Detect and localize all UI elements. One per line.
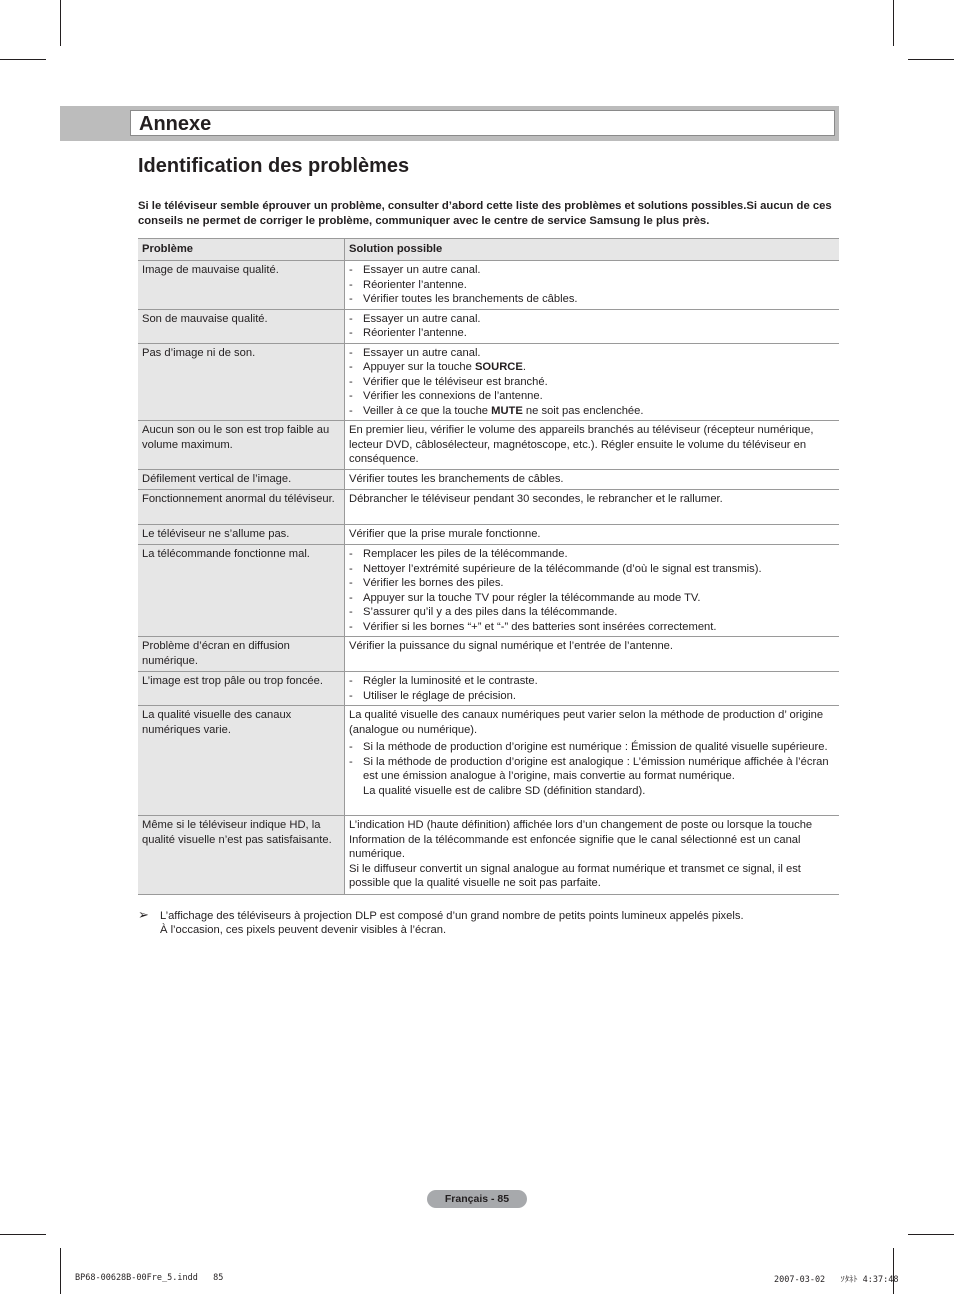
section-title: Annexe <box>139 113 212 135</box>
solution-item: - Vérifier si les bornes “+” et “-” des batteries sont insérées correctement. <box>349 620 835 635</box>
table-header-row <box>138 239 839 261</box>
problem-cell: Défilement vertical de l’image. <box>138 470 345 490</box>
solution-item: - Essayer un autre canal. <box>349 263 835 278</box>
table-row <box>138 261 839 310</box>
solution-item: - Essayer un autre canal. <box>349 312 835 327</box>
solution-cell <box>345 545 840 637</box>
page-number-badge: Français - 85 <box>427 1190 527 1208</box>
item-text: Appuyer sur la touche <box>363 361 475 373</box>
crop-mark <box>908 1234 954 1235</box>
item-text: Veiller à ce que la touche <box>363 404 492 417</box>
solution-cell <box>345 309 840 343</box>
problem-cell: Le téléviseur ne s’allume pas. <box>138 525 345 545</box>
solution-item: - Vérifier toutes les branchements de câbles. <box>349 292 835 307</box>
table-row <box>138 490 839 525</box>
solution-text: La qualité visuelle des canaux numériques peut varier selon la méthode de production d’ origine (analogue ou numérique). <box>349 709 824 736</box>
crop-mark <box>893 0 894 46</box>
problem-cell: L’image est trop pâle ou trop foncée. <box>138 672 345 706</box>
problem-cell: Fonctionnement anormal du téléviseur. <box>138 490 345 525</box>
solution-cell: Vérifier que la prise murale fonctionne. <box>345 525 840 545</box>
note-line: L’affichage des téléviseurs à projection DLP est composé d’un grand nombre de petits points lumineux appelés pixels. <box>160 910 744 922</box>
problem-cell: Pas d’image ni de son. <box>138 343 345 421</box>
problem-cell: Image de mauvaise qualité. <box>138 261 345 310</box>
table-row <box>138 637 839 672</box>
solution-item: - Utiliser le réglage de précision. <box>349 689 835 704</box>
crop-mark <box>893 1248 894 1294</box>
table-row <box>138 706 839 816</box>
solution-item: - Remplacer les piles de la télécommande. <box>349 547 835 562</box>
solution-item: - S’assurer qu’il y a des piles dans la télécommande. <box>349 605 835 620</box>
solution-cell <box>345 706 840 816</box>
note-line: À l’occasion, ces pixels peuvent devenir visibles à l’écran. <box>160 924 447 936</box>
arrow-note-icon: ➢ <box>138 907 149 922</box>
problem-cell: La télécommande fonctionne mal. <box>138 545 345 637</box>
source-key-label: SOURCE <box>474 361 523 373</box>
note-text <box>160 909 839 937</box>
mute-key-label: MUTE <box>491 404 523 417</box>
solution-cell: Débrancher le téléviseur pendant 30 secondes, le rebrancher et le rallumer. <box>345 490 840 525</box>
column-header-problem: Problème <box>138 239 345 261</box>
table-row <box>138 816 839 895</box>
solution-item: - Vérifier les bornes des piles. <box>349 576 835 591</box>
solution-item <box>349 404 835 419</box>
solution-item: - Si la méthode de production d’origine est analogique : L’émission numérique affichée à l’écran est une émission analogue à l’origine, mais convertie au format numérique. La qualité visuelle est de calibre SD (définition standard). <box>349 755 835 799</box>
solution-item: - Vérifier que le téléviseur est branché. <box>349 375 835 390</box>
table-row <box>138 343 839 421</box>
crop-mark <box>60 1248 61 1294</box>
table-row <box>138 421 839 470</box>
crop-mark <box>908 59 954 60</box>
troubleshooting-table <box>138 238 839 895</box>
solution-text: Si le diffuseur convertit un signal analogue au format numérique et transmet ce signal, il est possible que la qualité visuelle ne soit pas parfaite. <box>349 862 801 889</box>
solution-cell: Vérifier toutes les branchements de câbles. <box>345 470 840 490</box>
crop-mark <box>0 59 46 60</box>
print-slug-left: BP68-00628B-00Fre_5.indd 85 <box>75 1273 224 1283</box>
table-row <box>138 545 839 637</box>
solution-item: - Nettoyer l’extrémité supérieure de la télécommande (d’où le signal est transmis). <box>349 562 835 577</box>
note-block <box>138 909 839 937</box>
solution-item: - Régler la luminosité et le contraste. <box>349 674 835 689</box>
problem-cell: La qualité visuelle des canaux numériques varie. <box>138 706 345 816</box>
print-slug-right: 2007-03-02 ｿﾀﾈﾄ 4:37:48 <box>774 1275 899 1285</box>
solution-item: - Vérifier les connexions de l’antenne. <box>349 389 835 404</box>
solution-item <box>349 360 835 375</box>
table-row <box>138 309 839 343</box>
page-title: Identification des problèmes <box>138 155 410 177</box>
solution-cell <box>345 816 840 895</box>
solution-cell <box>345 261 840 310</box>
solution-item: - Appuyer sur la touche TV pour régler la télécommande au mode TV. <box>349 591 835 606</box>
solution-item: - Réorienter l’antenne. <box>349 278 835 293</box>
problem-cell: Problème d’écran en diffusion numérique. <box>138 637 345 672</box>
solution-item: - Si la méthode de production d’origine est numérique : Émission de qualité visuelle supérieure. <box>349 740 835 755</box>
column-header-solution: Solution possible <box>345 239 840 261</box>
table-row <box>138 525 839 545</box>
solution-text: L’indication HD (haute définition) affichée lors d’un changement de poste ou lorsque la touche Information de la télécommande est enfoncée signifie que le canal sélectionné est un canal numérique. <box>349 819 813 860</box>
item-text: ne soit pas enclenchée. <box>522 404 644 417</box>
table-row <box>138 470 839 490</box>
problem-cell: Même si le téléviseur indique HD, la qualité visuelle n’est pas satisfaisante. <box>138 816 345 895</box>
problem-cell: Son de mauvaise qualité. <box>138 309 345 343</box>
solution-cell: Vérifier la puissance du signal numérique et l’entrée de l’antenne. <box>345 637 840 672</box>
intro-paragraph: Si le téléviseur semble éprouver un problème, consulter d’abord cette liste des problèmes et solutions possibles.Si aucun de ces conseils ne permet de corriger le problème, communiquer avec le centre de service Samsung le plus près. <box>138 200 832 227</box>
solution-cell <box>345 343 840 421</box>
solution-item: - Réorienter l’antenne. <box>349 326 835 341</box>
item-text: . <box>522 361 526 373</box>
crop-mark <box>0 1234 46 1235</box>
section-header-box <box>130 110 835 136</box>
problem-cell: Aucun son ou le son est trop faible au volume maximum. <box>138 421 345 470</box>
solution-item: - Essayer un autre canal. <box>349 346 835 361</box>
table-row <box>138 672 839 706</box>
solution-cell: En premier lieu, vérifier le volume des appareils branchés au téléviseur (récepteur numérique, lecteur DVD, câblosélecteur, magnétoscope, etc.). Régler ensuite le volume du téléviseur en conséquence. <box>345 421 840 470</box>
solution-cell <box>345 672 840 706</box>
crop-mark <box>60 0 61 46</box>
